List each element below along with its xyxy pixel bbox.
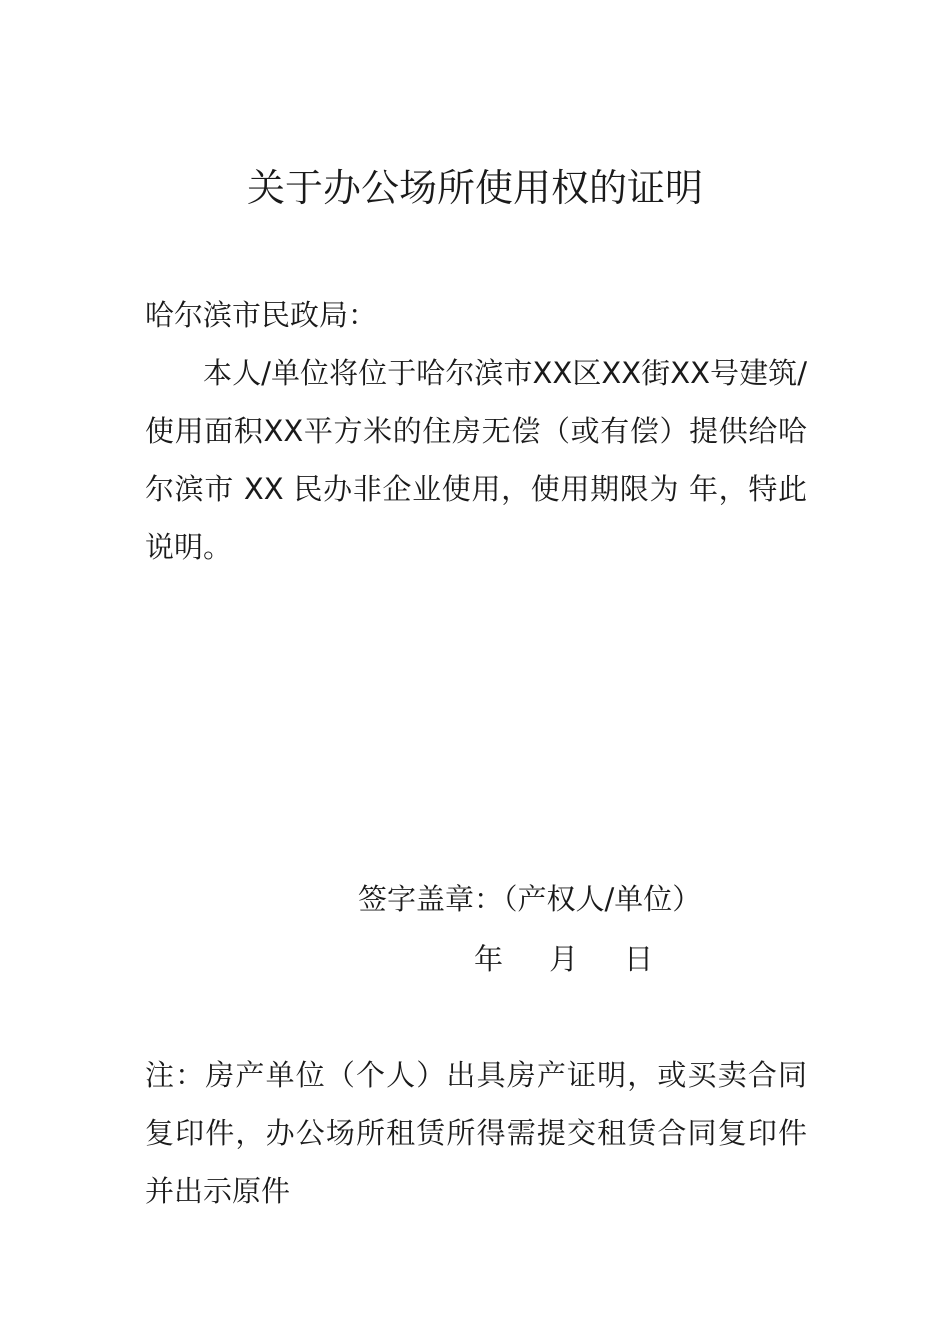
date-line: 年 月 日 [474,942,654,976]
signature-label: 签字盖章：（产权人/单位） [358,882,702,916]
note-paragraph: 注：房产单位（个人）出具房产证明，或买卖合同复印件，办公场所租赁所得需提交租赁合同复印件并出示原件 [145,1058,807,1208]
statement-paragraph: 本人/单位将位于哈尔滨市XX区XX街XX号建筑/使用面积XX平方米的住房无偿（或有偿）提供给哈尔滨市 XX 民办非企业使用，使用期限为 年，特此说明。 [145,356,807,564]
document-title: 关于办公场所使用权的证明 [246,166,703,210]
addressee-line: 哈尔滨市民政局： [145,298,378,332]
